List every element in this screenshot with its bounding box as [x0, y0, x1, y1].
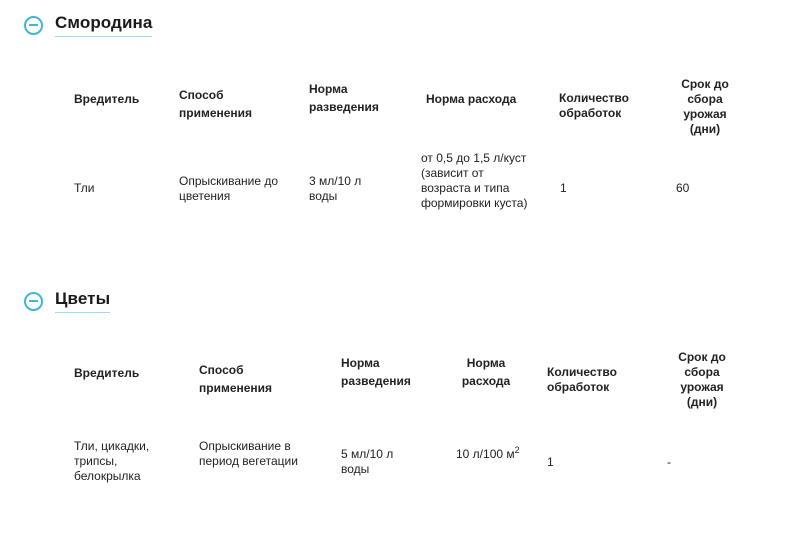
- section-title: Смородина: [55, 13, 152, 37]
- cell-pest: Тли, цикадки, трипсы, белокрылка: [74, 439, 150, 483]
- cell-method: Опрыскивание в период вегетации: [199, 439, 298, 468]
- section-header[interactable]: [24, 13, 152, 37]
- cell-consumption: от 0,5 до 1,5 л/куст (зависит от возраста и типа формировки куста): [421, 151, 528, 210]
- cell-consumption: [456, 447, 526, 462]
- cell-harvest: -: [667, 455, 671, 469]
- header-consumption: Норма расхода: [426, 92, 517, 106]
- section-header[interactable]: [24, 289, 110, 313]
- header-dilution: Норма разведения: [309, 82, 379, 114]
- section-title: Цветы: [55, 289, 110, 313]
- header-harvest: Срок до сбора урожая (дни): [681, 77, 729, 136]
- header-pest: Вредитель: [74, 366, 140, 380]
- header-method: Способ применения: [179, 88, 253, 120]
- collapse-icon[interactable]: [24, 16, 43, 35]
- collapse-icon[interactable]: [24, 292, 43, 311]
- header-method: Способ применения: [199, 363, 273, 395]
- header-harvest: Срок до сбора урожая (дни): [678, 350, 726, 409]
- cell-treatments: 1: [560, 181, 567, 195]
- header-consumption: Норма расхода: [461, 356, 511, 388]
- cell-method: Опрыскивание до цветения: [179, 174, 279, 203]
- consumption-unit-exponent: 2: [514, 445, 520, 455]
- header-treatments: Количество обработок: [547, 365, 617, 394]
- cell-dilution: 3 мл/10 л воды: [309, 174, 362, 203]
- consumption-value: 10 л/100 м: [456, 447, 515, 461]
- cell-pest: Тли: [74, 181, 95, 195]
- cell-harvest: 60: [676, 181, 690, 195]
- cell-dilution: 5 мл/10 л воды: [341, 447, 394, 476]
- header-treatments: Количество обработок: [559, 91, 629, 120]
- header-dilution: Норма разведения: [341, 356, 411, 388]
- cell-treatments: 1: [547, 455, 554, 469]
- header-pest: Вредитель: [74, 92, 140, 106]
